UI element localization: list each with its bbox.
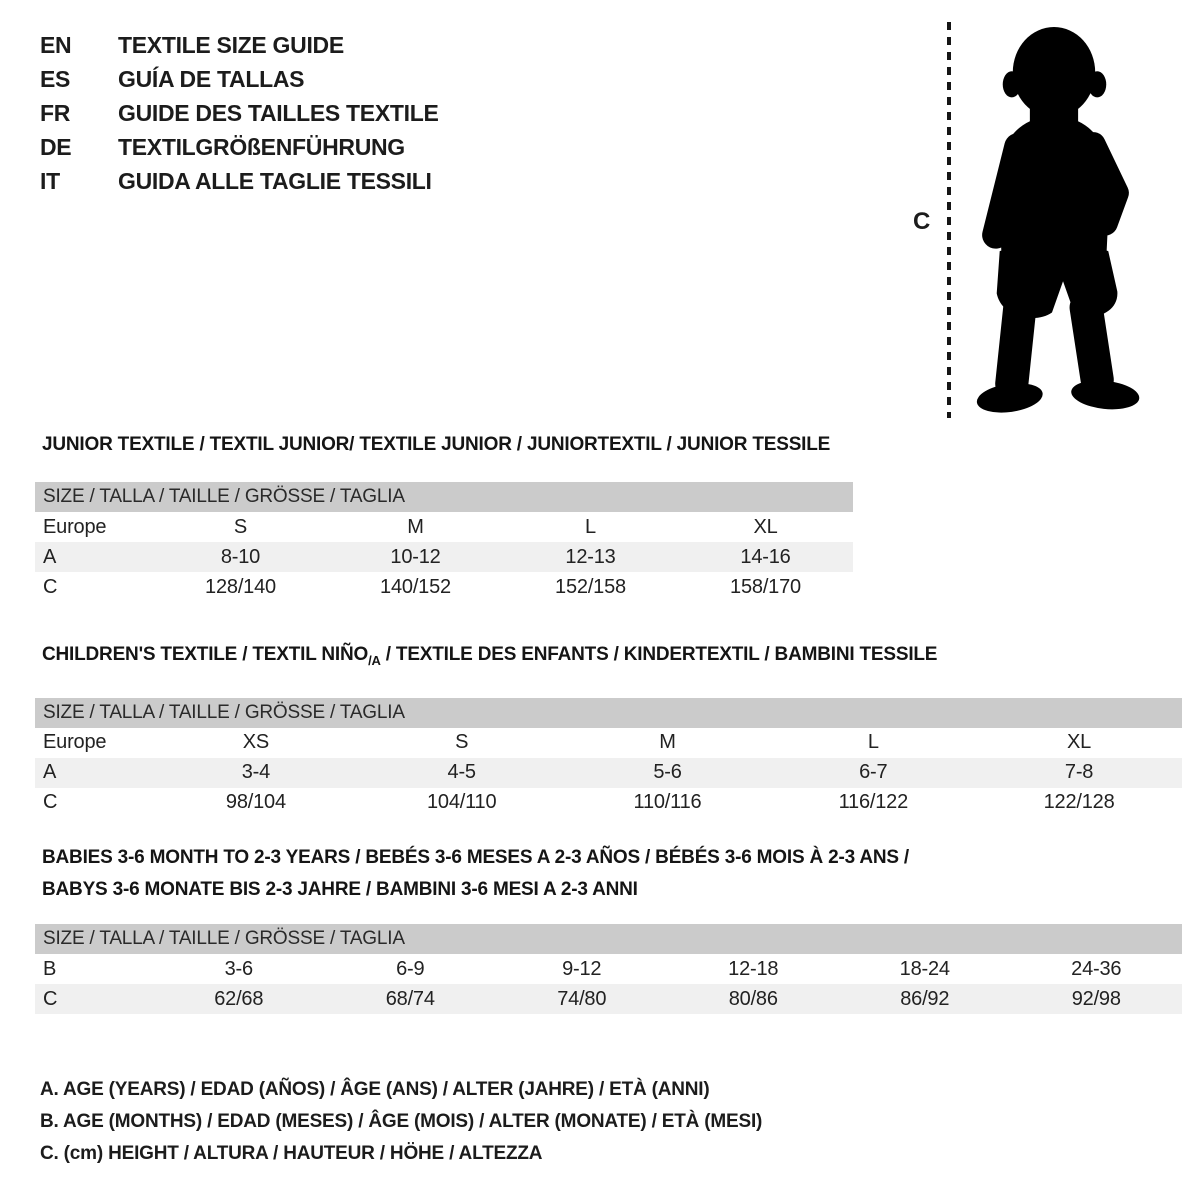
lang-code: DE xyxy=(40,133,72,160)
size-value: 98/104 xyxy=(225,791,286,814)
height-dashed-line xyxy=(947,22,951,418)
size-value: 92/98 xyxy=(1071,987,1121,1010)
section-title-line2: BABYS 3-6 MONATE BIS 2-3 JAHRE / BAMBINI 3-6 MESI A 2-3 ANNI xyxy=(42,879,638,900)
size-value: L xyxy=(867,731,879,754)
section-title xyxy=(35,643,1182,673)
section-junior-textile xyxy=(35,433,853,602)
size-value: XL xyxy=(1067,731,1092,754)
title-main: CHILDREN'S TEXTILE / TEXTIL NIÑO xyxy=(42,644,369,665)
size-value: 8-10 xyxy=(220,545,261,568)
lang-code: FR xyxy=(40,99,71,126)
table-row-a xyxy=(35,758,1182,788)
toddler-silhouette-icon xyxy=(965,18,1147,420)
legend-line-c: C. (cm) HEIGHT / ALTURA / HAUTEUR / HÖHE / ALTEZZA xyxy=(40,1143,543,1164)
size-value: 6-7 xyxy=(859,761,888,784)
size-value: 128/140 xyxy=(205,575,276,598)
section-title-line1: BABIES 3-6 MONTH TO 2-3 YEARS / BEBÉS 3-6 MESES A 2-3 AÑOS / BÉBÉS 3-6 MOIS À 2-3 ANS / xyxy=(42,847,910,868)
title-rest: / TEXTILE DES ENFANTS / KINDERTEXTIL / BAMBINI TESSILE xyxy=(380,644,938,665)
title-sub: /A xyxy=(368,652,381,668)
lang-row-fr xyxy=(40,96,439,130)
row-label: A xyxy=(43,761,57,784)
table-row-europe xyxy=(35,728,1182,758)
measure-c-label: C xyxy=(913,208,931,235)
size-value: XS xyxy=(242,731,270,754)
size-value: 7-8 xyxy=(1064,761,1094,784)
size-value: 14-16 xyxy=(740,545,791,568)
measurement-legend xyxy=(40,1074,762,1170)
size-value: 104/110 xyxy=(426,791,497,814)
size-value: 116/122 xyxy=(838,791,908,814)
table-row-c xyxy=(35,984,1182,1014)
section-babies-textile xyxy=(35,846,1182,1014)
junior-size-table xyxy=(35,482,853,602)
size-value: 12-13 xyxy=(565,545,616,568)
size-value: 9-12 xyxy=(562,957,602,980)
size-value: 5-6 xyxy=(653,761,682,784)
lang-title: GUIDA ALLE TAGLIE TESSILI xyxy=(118,167,432,194)
size-value: 80/86 xyxy=(728,987,778,1010)
children-size-table xyxy=(35,698,1182,818)
row-label: B xyxy=(43,957,57,980)
size-value: 74/80 xyxy=(557,987,607,1010)
size-value: 62/68 xyxy=(214,987,264,1010)
size-table-header: SIZE / TALLA / TAILLE / GRÖSSE / TAGLIA xyxy=(35,482,853,512)
row-label: A xyxy=(43,545,57,568)
lang-code: EN xyxy=(40,31,72,58)
row-label: C xyxy=(43,987,58,1010)
size-value: XL xyxy=(753,515,778,538)
size-value: S xyxy=(455,731,469,754)
size-value: 122/128 xyxy=(1043,791,1115,814)
babies-size-table xyxy=(35,924,1182,1014)
lang-code: IT xyxy=(40,167,60,194)
legend-line-a: A. AGE (YEARS) / EDAD (AÑOS) / ÂGE (ANS) / ALTER (JAHRE) / ETÀ (ANNI) xyxy=(40,1079,710,1100)
size-value: M xyxy=(407,515,424,538)
size-value: 6-9 xyxy=(396,957,425,980)
height-measure-figure xyxy=(905,16,1175,426)
size-value: 24-36 xyxy=(1071,957,1122,980)
lang-row-it xyxy=(40,164,439,198)
row-label: C xyxy=(43,575,58,598)
lang-row-en xyxy=(40,28,439,62)
table-row-b xyxy=(35,954,1182,984)
size-value: 152/158 xyxy=(555,575,626,598)
lang-title: TEXTILE SIZE GUIDE xyxy=(118,31,344,58)
size-value: S xyxy=(233,515,248,538)
size-table-header: SIZE / TALLA / TAILLE / GRÖSSE / TAGLIA xyxy=(35,924,1182,954)
size-value: 140/152 xyxy=(380,575,451,598)
size-value: 3-4 xyxy=(241,761,271,784)
lang-title: TEXTILGRÖßENFÜHRUNG xyxy=(118,133,405,160)
size-value: 18-24 xyxy=(899,957,950,980)
section-childrens-textile xyxy=(35,643,1182,818)
table-row-a xyxy=(35,542,853,572)
row-label: Europe xyxy=(43,515,107,538)
section-title: JUNIOR TEXTILE / TEXTIL JUNIOR/ TEXTILE JUNIOR / JUNIORTEXTIL / JUNIOR TESSILE xyxy=(42,434,831,455)
lang-title: GUÍA DE TALLAS xyxy=(118,65,305,92)
size-value: M xyxy=(659,731,676,754)
lang-row-de xyxy=(40,130,439,164)
language-title-list xyxy=(40,28,439,198)
size-value: 86/92 xyxy=(900,987,950,1010)
lang-code: ES xyxy=(40,65,71,92)
size-value: 3-6 xyxy=(224,957,253,980)
row-label: Europe xyxy=(43,731,107,754)
size-value: 110/116 xyxy=(633,791,702,814)
size-value: 68/74 xyxy=(385,987,435,1010)
size-value: L xyxy=(585,515,596,538)
size-value: 4-5 xyxy=(447,761,476,784)
table-row-c xyxy=(35,572,853,602)
size-value: 12-18 xyxy=(728,957,779,980)
size-table-header: SIZE / TALLA / TAILLE / GRÖSSE / TAGLIA xyxy=(35,698,1182,728)
legend-line-b: B. AGE (MONTHS) / EDAD (MESES) / ÂGE (MOIS) / ALTER (MONATE) / ETÀ (MESI) xyxy=(40,1111,763,1132)
table-row-c xyxy=(35,788,1182,818)
table-row-europe xyxy=(35,512,853,542)
lang-title: GUIDE DES TAILLES TEXTILE xyxy=(118,99,439,126)
lang-row-es xyxy=(40,62,439,96)
row-label: C xyxy=(43,791,58,814)
size-value: 158/170 xyxy=(730,575,801,598)
size-value: 10-12 xyxy=(390,545,441,568)
